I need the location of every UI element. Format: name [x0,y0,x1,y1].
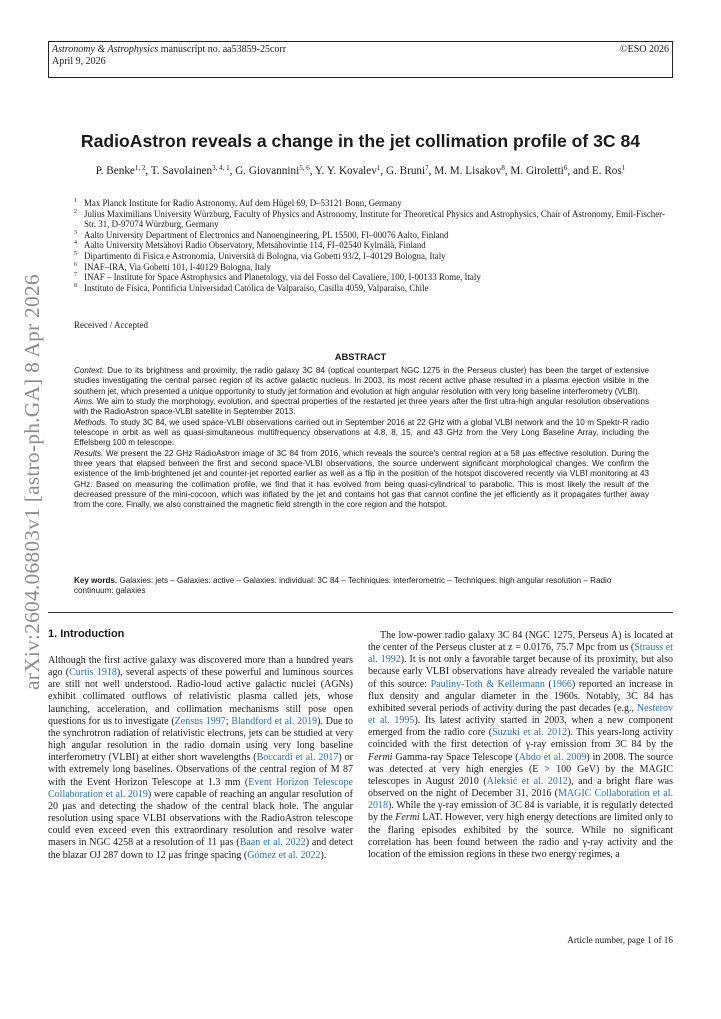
citation-link[interactable]: Baan et al. 2022 [239,837,306,849]
affiliation [74,198,674,209]
affiliation-text: INAF – Institute for Space Astrophysics and Planetology, via del Fosso del Cavaliere, 100, I-00133 Rome, Italy [84,272,481,283]
body-text: The low-power radio galaxy 3C 84 (NGC 1275, Perseus A) is located at the center of the Perseus cluster at z = 0.0176, 75.7 Mpc from us ( [368,630,673,654]
affiliation-list [74,198,674,293]
author: G. Bruni$^7$ [385,164,429,177]
header-date: April 9, 2026 [52,56,106,67]
abstract-results [74,449,649,511]
italic-text: Fermi [395,812,420,824]
affiliation-number: 3 [74,229,77,236]
affiliation-number: 2 [74,208,77,215]
body-text: ). While the γ-ray emission of 3C 84 is variable, it is regularly detected by the [368,800,673,824]
body-text: ). [320,849,327,861]
affiliation-text: Max Planck Institute for Radio Astronomy, Auf dem Hügel 69, D–53121 Bonn, Germany [84,198,402,208]
body-text: ). It is not only a favorable target because of its proximity, but also because early VLBI observations have already revealed the variable nature of this source: [368,654,674,690]
affiliation-number: 4 [74,240,77,247]
body-text: ) or with extremely long baselines. Observations of the central region of M 87 with the Event Horizon Telescope at 1.3 mm ( [48,752,353,788]
citation-link[interactable]: Pauliny-Toth & Kellermann [430,678,545,690]
author: E. Ros$^1$ [591,164,626,177]
citation-link[interactable]: Suzuki et al. 2012 [492,727,568,739]
citation-link[interactable]: Abdo et al. 2009 [518,751,587,763]
body-text: Although the first active galaxy was discovered more than a hundred years ago ( [48,655,353,679]
intro-heading: 1. Introduction [48,628,125,640]
citation-link[interactable]: Strauss et al. 1992 [368,642,674,666]
affiliation [74,251,674,262]
results-text: We present the 22 GHz RadioAstron image of 3C 84 from 2016, which reveals the source's central region at a 58 μas effective resolution. During the three years that elapsed between the first and second space-VLBI observations, the source underwent significant morphological changes. We confirm the existence of the limb-brightened jet and counter-jet reported earlier as well as a flip in the position of the hotspot discovered recently via VLBI monitoring at 43 GHz. Based on measuring the collimation profile, we find that it has evolved from being quasi-cylindrical to parabolic. This is most likely the result of the decreased pressure of the mini-cocoon, which was inflated by the jet and contains hot gas that cannot confine the jet efficiently as it propagates further away from the core. Finally, we also constrained the magnetic field strength in the core region and the hotspot. [74,448,649,510]
affiliation [74,240,674,251]
author-affiliation-mark: 8 [501,164,505,172]
affiliation-text: Julius Maximilians University Würzburg, Faculty of Physics and Astronomy, Institute for Theoretical Physics and Astrophysics, Chair of Astronomy, Emil-Fischer-Str. 31, D-97074 Würzburg, Germany [84,208,665,230]
context-label: Context. [74,366,105,375]
affiliation-number: 7 [74,272,77,279]
methods-text: To study 3C 84, we used space-VLBI observations carried out in September 2016 at 22 GHz with a global VLBI network and the 10 m Spektr-R radio telescope in orbit as well as quasi-simultaneous multifrequency observations at 4.8, 8, 15, and 43 GHz from the Very Long Baseline Array, including the Effelsberg 100 m telescope. [74,417,649,448]
italic-text: Fermi [368,751,393,763]
body-text: ), and a bright flare was observed on the night of December 31, 2016 ( [368,775,673,800]
received-accepted: Received / Accepted [74,320,148,330]
manuscript-number: manuscript no. aa53859-25corr [160,44,287,55]
abstract-heading: ABSTRACT [334,351,387,362]
abstract-methods [74,418,649,449]
abstract-body [74,366,649,511]
affiliation [74,209,674,230]
citation-link[interactable]: Curtis 1918 [69,667,117,679]
affiliation-text: Dipartimento di Fisica e Astronomia, Università di Bologna, via Gobetti 93/2, I–40129 Bologna, Italy [84,250,446,261]
body-text: ) and detect the blazar OJ 287 down to 12 μas fringe spacing ( [48,837,354,861]
citation-link[interactable]: Aleksić et al. 2012 [486,775,568,787]
results-label: Results. [74,448,104,458]
paper-title: RadioAstron reveals a change in the jet collimation profile of 3C 84 [80,131,641,151]
affiliation-number: 1 [74,198,77,204]
journal-line [52,44,286,56]
body-text: ). Due to the synchrotron radiation of relativistic electrons, jets can be studied at very high angular resolution in the radio domain using very long baseline interferometry (VLBI) at either short wavelengths ( [48,715,353,764]
author-affiliation-mark: 1 [621,164,626,172]
affiliation [74,230,674,241]
affiliation-text: Aalto University Department of Electronics and Nanoengineering, PL 15500, FI–00076 Aalto, Finland [84,229,449,240]
citation-link[interactable]: Blandford et al. 2019 [231,715,318,727]
body-text: ( [544,678,552,690]
author: G. Giovannini$^{5, 6}$ [235,164,310,177]
affiliation-number: 6 [74,261,77,268]
author: M. M. Lisakov$^8$ [434,164,505,177]
body-text: ). This years-long activity coincided with the first detection of γ-ray emission from 3C 84 by the [368,727,674,751]
abstract-aims [74,397,649,418]
body-text: ) were capable of reaching an angular resolution of 20 μas and detecting the shadow of the central black hole. The angular resolution using space VLBI observations with the RadioAstron telescope could even exceed even this extraordinary resolution and resolve water masers in NGC 4258 at a resolution of 11 μas ( [48,788,353,849]
body-text: ). Its latest activity started in 2003, when a new component emerged from the radio core ( [368,715,673,739]
author-list: P. Benke$^{1, 2}$, T. Savolainen$^{3, 4, 1}$, G. Giovannini$^{5, 6}$, Y. Y. Kovalev$^1$, G. Bruni$^7$, M. M. Lisakov$^8$, M. Giroletti$^6$, and E. Ros$^1$ [95,164,626,177]
body-text: ), several aspects of these powerful and luminous sources are still not well understood. Radio-loud active galactic nuclei (AGNs) exhibit collimated outflows of relativistic plasma called jets, whose launching, acceleration, and collimation mechanisms still pose open questions for us to investigate ( [48,667,354,727]
journal-header [48,41,673,78]
affiliation-text: Aalto University Metsähovi Radio Observatory, Metsähovintie 114, FI–02540 Kylmälä, Finland [84,240,426,251]
body-text: ; [225,715,232,727]
abstract-context [74,366,649,397]
journal-name: Astronomy & Astrophysics [52,44,159,55]
body-text: Gamma-ray Space Telescope ( [392,751,519,763]
author-affiliation-mark: 6 [563,164,568,172]
author-affiliation-mark: 1, 2 [134,164,146,172]
arxiv-identifier-stamp: arXiv:2604.06803v1 [astro-ph.GA] 8 Apr 2026 [20,274,44,690]
citation-link[interactable]: Gómez et al. 2022 [247,849,321,861]
intro-left-column [48,655,353,862]
keywords-label: Key words. [74,576,118,585]
affiliation [74,272,674,283]
body-text: LAT. However, very high energy detections are limited only to the flaring episodes exhibited by the source. While no significant correlation has been found between the radio and γ-ray activity and the location of the emission regions in these two energy regimes, a [368,812,673,860]
author: Y. Y. Kovalev$^1$ [314,164,381,177]
citation-link[interactable]: Zensus 1997 [174,715,226,727]
citation-link[interactable]: 1966 [551,678,572,690]
author-affiliation-mark: 3, 4, 1 [212,164,230,172]
author: P. Benke$^{1, 2}$ [95,164,146,177]
keywords-text: Galaxies: jets – Galaxies: active – Galaxies: individual: 3C 84 – Techniques: interferometric – Techniques: high angular resolution – Radio continuum: galaxies [74,576,612,596]
citation-link[interactable]: Nesterov et al. 1995 [368,702,673,727]
intro-right-column [368,630,673,861]
keywords [74,576,652,597]
author-affiliation-mark: 7 [425,164,429,172]
affiliation-number: 5 [74,250,77,257]
affiliation-text: Instituto de Física, Pontificia Universidad Católica de Valparaíso, Casilla 4059, Valparaíso, Chile [84,282,429,293]
copyright: ©ESO 2026 [620,44,669,55]
citation-link[interactable]: MAGIC Collaboration et al. 2018 [368,788,673,812]
aims-label: Aims. [74,397,95,407]
affiliation [74,283,674,294]
page-footer: Article number, page 1 of 16 [567,935,673,945]
affiliation-text: INAF–IRA, Via Gobetti 101, I-40129 Bologna, Italy [84,261,271,272]
author-affiliation-mark: 1 [376,164,381,172]
context-text: Due to its brightness and proximity, the radio galaxy 3C 84 (optical counterpart NGC 1275 in the Perseus cluster) has been the target of extensive studies investigating the central parsec region of its active galactic nucleus. In 2003, its most recent active phase resulted in a plasma ejection visible in the southern jet, which presented a unique opportunity to study jet formation and evolution at high angular resolution with very long baseline interferometry (VLBI). [74,366,650,396]
author: T. Savolainen$^{3, 4, 1}$ [150,164,230,177]
body-text: ) in 2008. The source was detected at very high energies (E > 100 GeV) by the MAGIC telescopes in August 2010 ( [368,751,674,787]
aims-text: We aim to study the morphology, evolution, and spectral properties of the restarted jet three years after the first ultra-high angular resolution observations with the RadioAstron space-VLBI satellite in September 2013. [74,397,650,417]
affiliation [74,262,674,273]
author-affiliation-mark: 5, 6 [299,164,310,172]
citation-link[interactable]: Event Horizon Telescope Collaboration et al. 2019 [48,776,353,800]
section-divider [48,612,673,613]
affiliation-number: 8 [74,282,77,289]
methods-label: Methods. [74,417,108,427]
body-text: ) reported an increase in flux density and angular diameter in the 1960s. Notably, 3C 84 has exhibited several periods of activity during the past decades (e.g., [368,678,674,714]
citation-link[interactable]: Boccardi et al. 2017 [256,752,339,764]
author: M. Giroletti$^6$ [510,164,568,177]
